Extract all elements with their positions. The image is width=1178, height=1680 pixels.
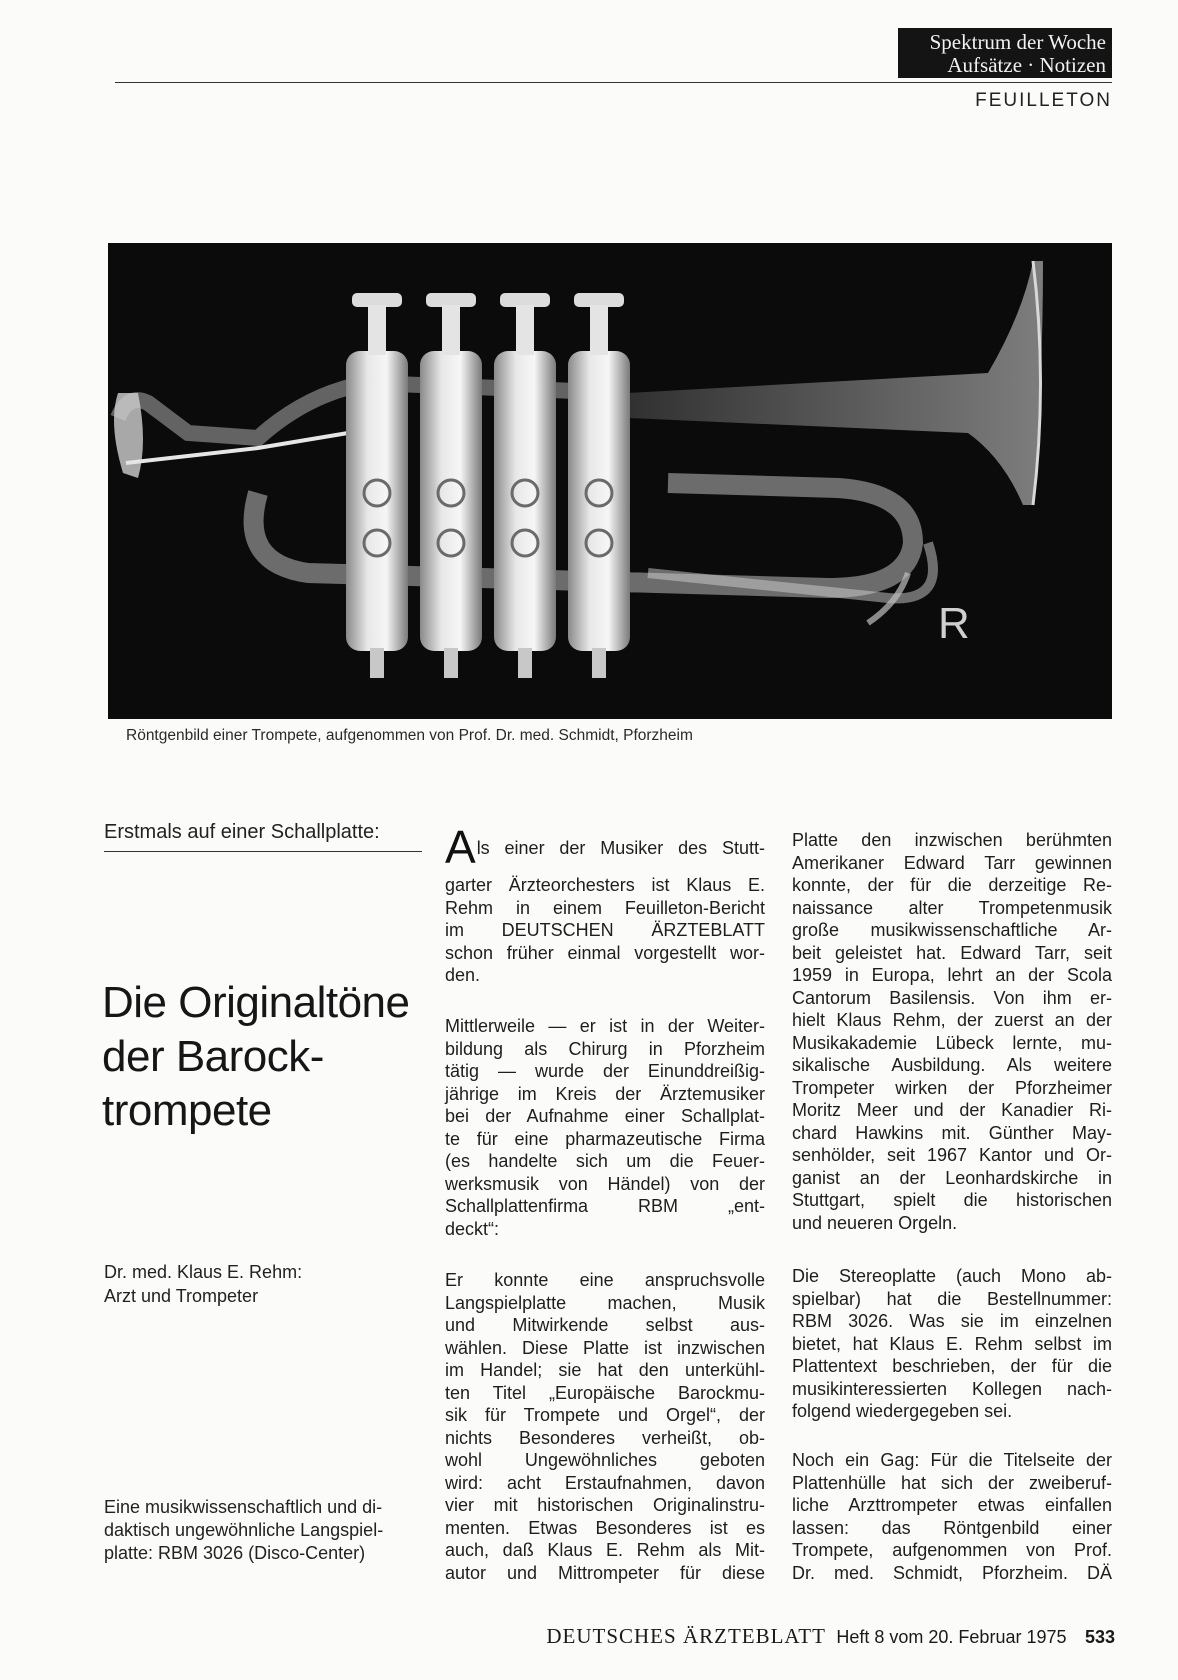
author-line: Dr. med. Klaus E. Rehm:: [104, 1262, 303, 1282]
paragraph: [445, 821, 765, 987]
text-line: Trompeter wirken der Pforzheimer: [792, 1077, 1112, 1098]
text-line: ls einer der Musiker des Stutt-: [476, 838, 765, 858]
text-line: (es handelte sich um die Feuer-: [445, 1151, 765, 1171]
text-line: musikinteressierten Kollegen nach-: [792, 1378, 1112, 1399]
text-line: konnte, der für die derzeitige Re-: [792, 875, 1112, 895]
paragraph: [792, 1265, 1112, 1423]
text-line: nichts Besonderes verheißt, ob-: [445, 1427, 765, 1448]
text-line: schon früher einmal vorgestellt wor-: [445, 942, 765, 963]
text-line: Er konnte eine anspruchsvolle: [445, 1270, 765, 1290]
text-line: im Handel; sie hat den unterkühl-: [445, 1360, 765, 1380]
section-label: FEUILLETON: [975, 90, 1112, 111]
text-line: bildung als Chirurg in Pforzheim: [445, 1038, 765, 1059]
text-line: Dr. med. Schmidt, Pforzheim. DÄ: [792, 1562, 1112, 1583]
text-line: Trompete, aufgenommen von Prof.: [792, 1540, 1112, 1560]
text-line: tätig — wurde der Einunddreißig-: [445, 1061, 765, 1081]
text-line: wird: acht Erstaufnahmen, davon: [445, 1472, 765, 1493]
text-line: RBM 3026. Was sie im einzelnen: [792, 1311, 1112, 1331]
page-number: 533: [1084, 1627, 1115, 1647]
paragraph: [792, 829, 1112, 1234]
text-line: autor und Mittrompeter für diese: [445, 1562, 765, 1583]
xray-corner-mark: R: [938, 599, 970, 648]
paragraph: [445, 1269, 765, 1584]
kicker: Erstmals auf einer Schallplatte:: [104, 821, 380, 843]
magazine-name: DEUTSCHES ÄRZTEBLATT: [546, 1624, 826, 1648]
text-line: bei der Aufnahme einer Schallplat-: [445, 1106, 765, 1126]
text-line: menten. Etwas Besonderes ist es: [445, 1517, 765, 1538]
xray-trumpet-photo: [108, 243, 1112, 719]
text-line: senhölder, seit 1967 Kantor und Or-: [792, 1145, 1112, 1165]
text-line: spielbar) hat die Bestellnummer:: [792, 1288, 1112, 1309]
text-line: Musikakademie Lübeck lernte, mu-: [792, 1032, 1112, 1053]
text-line: Rehm in einem Feuilleton-Bericht: [445, 897, 765, 918]
text-line: Langspielplatte machen, Musik: [445, 1292, 765, 1313]
author-credit: [104, 1260, 424, 1308]
text-line: Schallplattenfirma RBM „ent-: [445, 1196, 765, 1216]
text-line: deckt“:: [445, 1218, 500, 1239]
text-line: Platte den inzwischen berühmten: [792, 830, 1112, 850]
text-line: sikalische Ausbildung. Als weitere: [792, 1055, 1112, 1075]
author-line: Arzt und Trompeter: [104, 1286, 259, 1306]
photo-caption: Röntgenbild einer Trompete, aufgenommen von Prof. Dr. med. Schmidt, Pforzheim: [126, 727, 693, 744]
note-line: platte: RBM 3026 (Disco-Center): [104, 1543, 366, 1563]
text-line: Plattentext beschrieben, der für die: [792, 1356, 1112, 1376]
headline-line: trompete: [102, 1086, 272, 1135]
text-line: te für eine pharmazeutische Firma: [445, 1128, 765, 1149]
text-line: jährige im Kreis der Ärztemusiker: [445, 1083, 765, 1104]
text-line: folgend wiedergegeben sei.: [792, 1401, 1013, 1421]
headline-line: Die Originaltöne: [102, 978, 410, 1027]
text-line: große musikwissenschaftliche Ar-: [792, 920, 1112, 940]
text-line: Amerikaner Edward Tarr gewinnen: [792, 852, 1112, 873]
text-line: lassen: das Röntgenbild einer: [792, 1517, 1112, 1538]
badge-line-1: Spektrum der Woche: [929, 30, 1106, 54]
page-footer: [480, 1624, 1115, 1649]
dropcap: A: [445, 821, 476, 873]
text-line: ten Titel „Europäische Barockmu-: [445, 1382, 765, 1403]
text-line: liche Arzttrompeter etwas einfallen: [792, 1495, 1112, 1515]
text-line: Die Stereoplatte (auch Mono ab-: [792, 1266, 1112, 1286]
text-line: Noch ein Gag: Für die Titelseite der: [792, 1450, 1112, 1470]
text-line: wohl Ungewöhnliches geboten: [445, 1450, 765, 1470]
section-badge: [898, 28, 1112, 78]
text-line: sik für Trompete und Orgel“, der: [445, 1405, 765, 1425]
badge-line-2: Aufsätze · Notizen: [947, 53, 1106, 77]
dropcap-line: [445, 821, 765, 874]
header-rule: [115, 82, 1112, 83]
kicker-rule: [104, 851, 422, 852]
text-line: Moritz Meer und der Kanadier Ri-: [792, 1100, 1112, 1120]
text-line: und Mitwirkende selbst aus-: [445, 1315, 765, 1335]
text-line: garter Ärzteorchesters ist Klaus E.: [445, 875, 765, 895]
text-line: 1959 in Europa, lehrt an der Scola: [792, 965, 1112, 985]
note-line: daktisch ungewöhnliche Langspiel-: [104, 1520, 384, 1540]
text-line: Mittlerweile — er ist in der Weiter-: [445, 1016, 765, 1036]
text-line: wählen. Diese Platte ist inzwischen: [445, 1337, 765, 1358]
headline-line: der Barock-: [102, 1032, 324, 1081]
text-line: vier mit historischen Originalinstru-: [445, 1495, 765, 1515]
article-headline: [102, 976, 432, 1138]
text-line: ganist an der Leonhardskirche in: [792, 1167, 1112, 1188]
text-line: beit geleistet hat. Edward Tarr, seit: [792, 942, 1112, 963]
text-line: auch, daß Klaus E. Rehm als Mit-: [445, 1540, 765, 1560]
text-line: Plattenhülle hat sich der zweiberuf-: [792, 1472, 1112, 1493]
text-line: im DEUTSCHEN ÄRZTEBLATT: [445, 920, 765, 940]
text-line: chard Hawkins mit. Günther May-: [792, 1122, 1112, 1143]
xray-trumpet-illustration: [108, 243, 1112, 719]
text-line: werksmusik von Händel) von der: [445, 1173, 765, 1194]
text-line: bietet, hat Klaus E. Rehm selbst im: [792, 1333, 1112, 1354]
text-line: und neueren Orgeln.: [792, 1212, 958, 1233]
text-line: den.: [445, 965, 481, 985]
text-line: hielt Klaus Rehm, der zuerst an der: [792, 1010, 1112, 1030]
note-line: Eine musikwissenschaftlich und di-: [104, 1497, 383, 1517]
paragraph: [445, 1015, 765, 1240]
record-note: [104, 1496, 426, 1565]
text-line: Cantorum Basilensis. Von ihm er-: [792, 987, 1112, 1008]
issue-info: Heft 8 vom 20. Februar 1975: [836, 1627, 1067, 1647]
text-line: Stuttgart, spielt die historischen: [792, 1190, 1112, 1210]
paragraph: [792, 1449, 1112, 1584]
text-line: naissance alter Trompetenmusik: [792, 897, 1112, 918]
